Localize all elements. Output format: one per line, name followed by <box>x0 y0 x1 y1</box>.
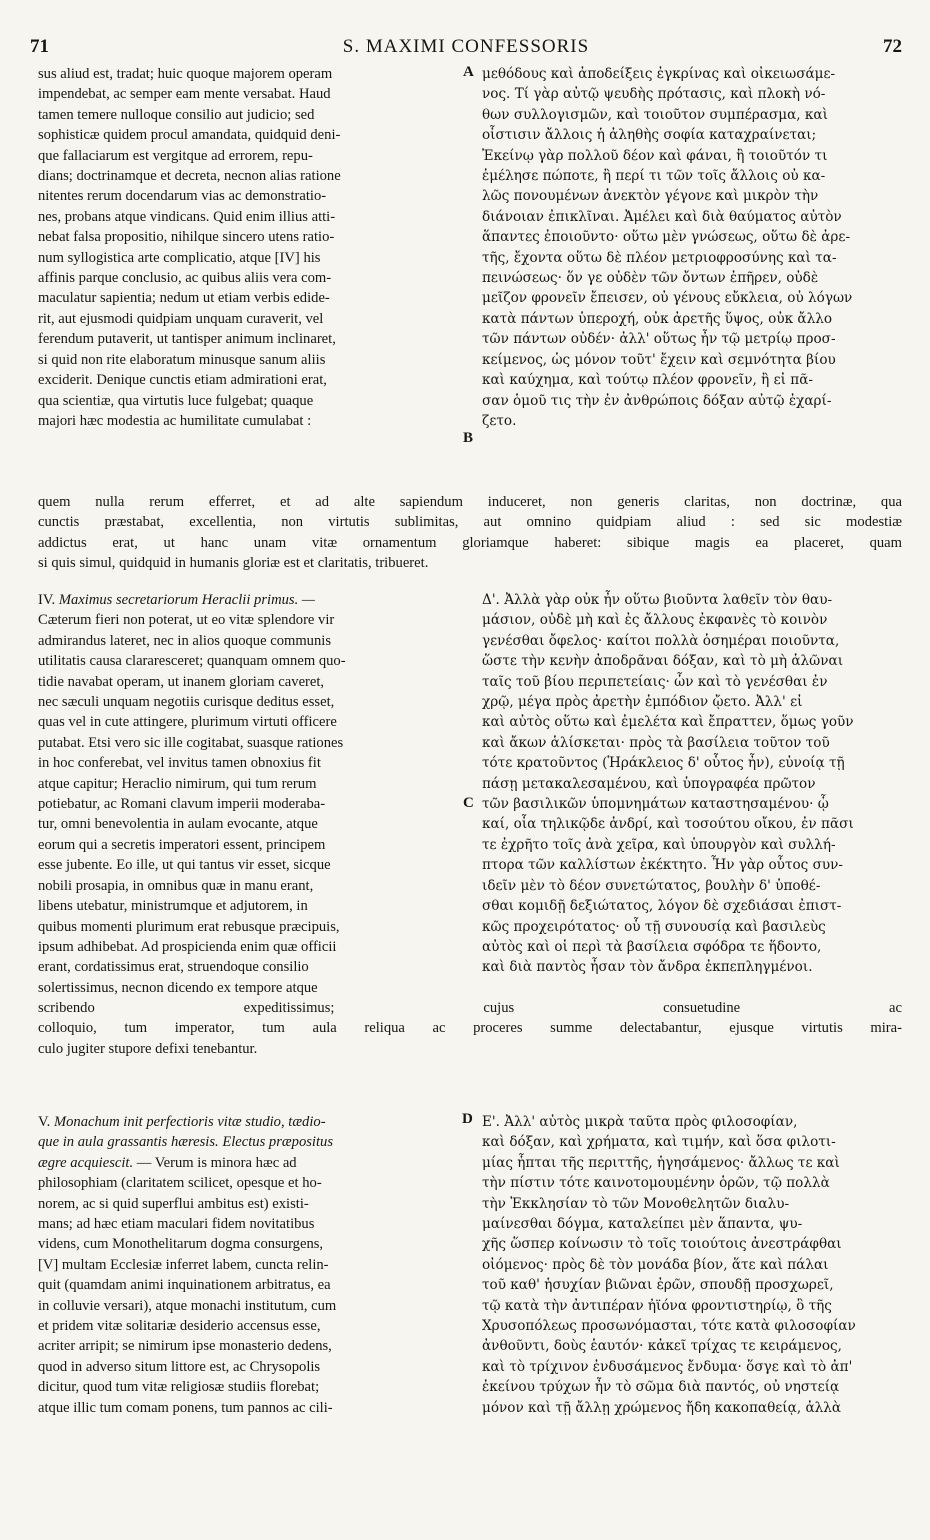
text-line: καὶ τὸ τρίχινον ἐνδυσάμενος ἔνδυμα· ὅσγε καὶ τὸ ἀπ' <box>482 1358 853 1375</box>
text-line: χρῷ, μέγα πρὸς ἀρετὴν ἐμπόδιον ᾤετο. Ἀλλ' εἰ <box>482 694 803 711</box>
text-line: et pridem vitæ solitariæ desiderio accensus esse, <box>38 1318 321 1335</box>
text-line <box>38 590 460 610</box>
text-line: τῆς, ἔχοντα οὕτω δὲ πλέον μετριοφροσύνης καὶ τα- <box>482 249 837 266</box>
text-line: τῶν πάντων οὐδέν· ἀλλ' οὕτως ἦν τῷ μετρίῳ προσ- <box>482 331 836 348</box>
text-line: τοῦ καθ' ἡσυχίαν βιῶναι ἐρῶν, σπουδῇ προσχωρεῖ, <box>482 1277 834 1294</box>
text-line: nobili prosapia, in omnibus quæ in manu erant, <box>38 877 314 894</box>
text-line <box>38 1112 460 1132</box>
text-line: τότε κρατοῦντος (Ἡράκλειος δ' οὗτος ἦν), εὐνοίᾳ τῇ <box>482 755 845 772</box>
text-line: norem, ac si quid superflui ambitus est) existi- <box>38 1195 309 1212</box>
greek-column-section-3 <box>482 1112 902 1418</box>
text-line: scribendo expeditissimus; cujus consuetudine ac <box>38 1000 902 1016</box>
full-width-text-section-2 <box>38 998 902 1059</box>
text-line: nebat falsa propositio, nihilque sincero utens ratio- <box>38 229 335 246</box>
text-line: dicitur, quod tum vitæ religiosæ studiis florebat; <box>38 1379 320 1396</box>
text-line: tidie navabat operam, ut inanem gloriam caveret, <box>38 673 325 690</box>
text-line: sus aliud est, tradat; huic quoque majorem operam <box>38 66 333 82</box>
text-line: κῶς προχειρότατος· οὗ τῇ συνουσίᾳ καὶ βασιλεὺς <box>482 918 826 935</box>
text-line: ζετο. <box>482 412 517 429</box>
text-line: in colluvie versari), atque monachi institutum, cum <box>38 1297 337 1314</box>
text-line: μεῖζον φρονεῖν ἔπεισεν, οὐ γένους εὔκλεια, οὐ λόγων <box>482 290 853 307</box>
text-line: ιδεῖν μὲν τὸ δέον συνετώτατος, βουλὴν δ' ὑποθέ- <box>482 877 821 894</box>
text-line: ἐκείνου τρύχων ἦν τὸ σῶμα διὰ παντός, οὐ νηστείᾳ <box>482 1379 840 1396</box>
section-rubric: ægre acquiescit. <box>38 1154 137 1171</box>
text-line: οἰόμενος· πρὸς δὲ τὸν μονάδα βίον, ἅτε καὶ πάλαι <box>482 1256 829 1273</box>
text-line: acriter arripit; se nimirum ipse monasterio dedens, <box>38 1338 332 1355</box>
text-line: Ε'. Ἀλλ' αὐτὸς μικρὰ ταῦτα πρὸς φιλοσοφίαν, <box>482 1114 798 1130</box>
running-title: S. MAXIMI CONFESSORIS <box>342 36 590 57</box>
text-line: σθαι κομιδῇ δεξιώτατος, λόγον δὲ σχεδιάσαι ἐπιστ- <box>482 898 842 915</box>
text-line: si quid non rite elaboratum minusque sanum aliis <box>38 351 326 368</box>
text-line: νος. Τί γὰρ αὐτῷ ψευδὴς πρότασις, καὶ πλοκὴ νό- <box>482 86 826 103</box>
text-line: affinis parque conclusio, ac quibus aliis vera com- <box>38 270 332 287</box>
text-line: quem nulla rerum efferret, et ad alte sapiendum induceret, non generis claritas, non doctrinæ, qua <box>38 494 902 510</box>
greek-column-section-1 <box>482 64 902 431</box>
text-line: τὴν Ἐκκλησίαν τὸ τῶν Μονοθελητῶν διαλυ- <box>482 1195 790 1212</box>
text-line: χῆς ὥσπερ κοίνωσιν τὸ τοῖς τοιούτοις ἀνεστράφθαι <box>482 1236 842 1253</box>
text-line: admirandus lateret, nec in alios quoque communis <box>38 632 332 649</box>
text-line: mans; ad hæc etiam maculari fidem novitatibus <box>38 1216 315 1233</box>
text-line: quod in adverso situm littore est, ac Chrysopolis <box>38 1358 321 1375</box>
latin-column-section-2 <box>38 590 460 998</box>
text-line: πεινώσεως· ὅν γε οὐδὲν τῶν ὄντων ἐπῆρεν, οὐδὲ <box>482 270 819 287</box>
text-line: potiebatur, ac Romani clavum imperii moderaba- <box>38 796 326 813</box>
page-header <box>30 36 902 62</box>
text-line: Δ'. Ἀλλὰ γὰρ οὐκ ἦν οὕτω βιοῦντα λαθεῖν τὸν θαυ- <box>482 592 833 608</box>
text-line: quas vel in cute attingere, plurimum virtuti officere <box>38 714 337 731</box>
text-line: addictus erat, ut hanc unam vitæ ornamentum gloriamque haberet: sibique magis ea placeret, quam <box>38 534 902 551</box>
text-line: nec sæculi unquam negotiis curisque deditus esset, <box>38 694 335 711</box>
text-line: πάσῃ μετακαλεσαμένου, καὶ ὑπογραφέα πρῶτον <box>482 775 816 792</box>
text-line: erant, cordatissimus erat, struendoque consilio <box>38 959 309 976</box>
text-line: maculatur sapientia; nedum ut etiam verbis edide- <box>38 290 330 307</box>
text-line: ταῖς τοῦ βίου περιπετείαις· ὧν καὶ τὸ γενέσθαι ἐν <box>482 673 828 690</box>
text-line: ὥστε τὴν κενὴν ἀποδρᾶναι δόξαν, καὶ τὸ μὴ ἁλῶναι <box>482 653 844 670</box>
text-line: putabat. Etsi vero sic ille cogitabat, suasque rationes <box>38 734 344 751</box>
text-line: nitentes rerum docendarum vias ac demonstratio- <box>38 188 327 205</box>
text-line: num syllogistica arte complicatio, atque [IV] his <box>38 249 321 266</box>
text-line: Cæterum fieri non poterat, ut eo vitæ splendore vir <box>38 612 335 629</box>
text-line: quibus momenti plurimum erat rebusque præcipuis, <box>38 918 340 935</box>
text-line: impendebat, ac semper eam mente versabat. Haud <box>38 86 331 103</box>
text-line: μεθόδους καὶ ἀποδείξεις ἐγκρίνας καὶ οἰκειωσάμε- <box>482 66 836 82</box>
text-line: μαίνεσθαι δόγμα, καταλείπει μὲν ἅπαντα, ψυ- <box>482 1216 803 1233</box>
text-line: σαν ὁμοῦ τις τὴν ἐν ἀνθρώποις δόξαν αὐτῷ ἐχαρί- <box>482 392 832 409</box>
margin-marker-b: B <box>463 430 474 446</box>
text-line: que in aula grassantis hæresis. Electus præpositus <box>38 1134 334 1151</box>
text-line: καὶ καύχημα, καὶ τούτῳ πλέον φρονεῖν, ἢ εἰ πᾶ- <box>482 372 813 389</box>
text-line: λῶς πονουμένων ἀνεκτὸν γέγονε καὶ μικρὸν τὴν <box>482 188 819 205</box>
text-line: qua scientiæ, qua virtutis luce fulgebat; quaque <box>38 392 314 409</box>
text-line: καὶ διὰ παντὸς ἦσαν τὸν ἄνδρα ἐκπεπληγμένοι. <box>482 959 813 976</box>
text-run: — Verum is minora hæc ad <box>136 1154 297 1171</box>
text-line: μίας ἧπται τῆς περιττῆς, ἡγησάμενος· ἄλλως τε καὶ <box>482 1154 840 1171</box>
text-line: solertissimus, necnon dicendo ex tempore atque <box>38 979 318 996</box>
text-line: [V] multam Ecclesiæ inferret labem, cuncta relin- <box>38 1256 329 1273</box>
text-line: si quis simul, quidquid in humanis gloriæ est et claritatis, tribueret. <box>38 555 429 572</box>
text-line: μόνον καὶ τῇ ἄλλῃ χρώμενος ἤδη κακοπαθείᾳ, ἀλλὰ <box>482 1399 842 1416</box>
text-line: τῷ κατὰ τὴν ἀντιπέραν ἠϊόνα φροντιστηρίῳ, ὃ τῆς <box>482 1297 832 1314</box>
text-line: in hoc conferebat, vel invitus tamen obnoxius fit <box>38 755 321 772</box>
text-line: κείμενος, ὡς μόνον τοῦτ' ἔχειν καὶ σεμνότητα βίου <box>482 351 836 368</box>
text-line: videns, cum Monothelitarum dogma consurgens, <box>38 1236 324 1253</box>
latin-column-section-3 <box>38 1112 460 1418</box>
margin-marker-d: D <box>462 1111 473 1127</box>
text-line: αὐτὸς καὶ οἱ περὶ τὰ βασίλεια σφόδρα τε ἥδοντο, <box>482 938 822 955</box>
text-line: ipsum adhibebat. Ad prospicienda enim quæ officii <box>38 938 337 955</box>
text-line: οἷστισιν ἄλλοις ἡ ἀληθὴς σοφία καταχραίνεται; <box>482 127 817 144</box>
left-page-number: 71 <box>30 36 49 57</box>
text-line: μάσιον, οὐδὲ μὴ καὶ ἐς ἄλλους ἐκφανὲς τὸ κοινὸν <box>482 612 828 629</box>
text-line: cunctis præstabat, excellentia, non virtutis sublimitas, aut omnino quidpiam aliud : sed sic modestiæ <box>38 514 902 531</box>
text-line: ἅπαντες ἐποιοῦντο· οὕτω μὲν γνώσεως, οὕτω δὲ ἀρε- <box>482 229 851 246</box>
right-page-number: 72 <box>883 36 902 57</box>
text-line: atque capitur; Heraclio nimirum, qui tum rerum <box>38 775 317 792</box>
text-line: tamen temere nulloque consilio aut judicio; sed <box>38 106 315 123</box>
text-line: utilitatis causa clararesceret; quanquam omnem quo- <box>38 653 346 670</box>
text-line: philosophiam (claritatem scilicet, opesque et ho- <box>38 1175 322 1192</box>
margin-marker-c: C <box>463 795 474 811</box>
text-line: πτορα τῶν καλλίστων ἐκέκτητο. Ἦν γὰρ οὗτος συν- <box>482 857 843 874</box>
latin-column-section-1 <box>38 64 460 431</box>
text-line: θων συλλογισμῶν, καὶ τοιοῦτον συμπέρασμα, καὶ <box>482 106 828 123</box>
section-number: IV. <box>38 592 59 608</box>
text-line: que fallaciarum est vergitque ad errorem, repu- <box>38 147 313 164</box>
text-line: Ἐκείνῳ γὰρ πολλοῦ δέον καὶ φάναι, ἢ τοιοῦτόν τι <box>482 147 828 164</box>
greek-column-section-2 <box>482 590 902 978</box>
text-line: rit, aut ejusmodi quidpiam unquam curaverit, vel <box>38 310 324 327</box>
text-line: sophisticæ quidem procul amandata, quidquid deni- <box>38 127 341 144</box>
full-width-text-section-1 <box>38 492 902 574</box>
text-line: nes, probans atque vindicans. Quid enim illius atti- <box>38 208 336 225</box>
text-line: culo jugiter stupore defixi tenebantur. <box>38 1040 258 1057</box>
text-line: dians; doctrinamque et decreta, necnon alias ratione <box>38 168 341 185</box>
section-rubric: Maximus secretariorum Heraclii primus. — <box>58 592 315 608</box>
text-line: τῶν βασιλικῶν ὑπομνημάτων καταστησαμένου· ᾧ <box>482 796 829 813</box>
text-line: καὶ ἄκων ἁλίσκεται· πρὸς τὰ βασίλεια τοῦτον τοῦ <box>482 734 830 751</box>
text-line: κατὰ πάντων ὑπεροχή, οὐκ ἀρετῆς ὕψος, οὐκ ἄλλο <box>482 310 833 327</box>
text-line: ferendum putaverit, ut tantisper animum inclinaret, <box>38 331 336 348</box>
text-line: libens utebatur, ministrumque et adjutorem, in <box>38 898 308 915</box>
text-line: majori hæc modestia ac humilitate cumulabat : <box>38 412 312 429</box>
text-line: quit (quamdam animi inquinationem arbitratus, ea <box>38 1277 331 1294</box>
text-line: Χρυσοπόλεως προσωνόμασται, τότε κατὰ φιλοσοφίαν <box>482 1318 856 1335</box>
text-line: τὴν πίστιν τότε καινοτομουμένην ὁρῶν, τῷ πολλὰ <box>482 1175 830 1192</box>
text-line: eorum qui a secretis imperatori essent, principem <box>38 836 326 853</box>
text-line <box>38 1153 460 1173</box>
text-line: atque illic tum comam ponens, tum pannos ac cili- <box>38 1399 333 1416</box>
text-line: esse jubente. Eo ille, ut qui tantus vir esset, sicque <box>38 857 331 874</box>
margin-marker-a: A <box>463 64 474 80</box>
text-line: διάνοιαν ἐπικλῖναι. Ἀμέλει καὶ διὰ θαύματος αὐτὸν <box>482 208 842 225</box>
text-line: ἀνθοῦντι, δοὺς ἑαυτόν· κἀκεῖ τρίχας τε κειράμενος, <box>482 1338 842 1355</box>
text-line: tur, omni benevolentia in aulam evocante, atque <box>38 816 318 833</box>
section-number: V. <box>38 1114 54 1130</box>
text-line: ἐμέλησε πώποτε, ἢ περί τι τῶν τοῖς ἄλλοις οὐ κα- <box>482 168 826 185</box>
section-rubric: Monachum init perfectioris vitæ studio, tædio- <box>53 1114 326 1130</box>
text-line: colloquio, tum imperator, tum aula reliqua ac proceres summe delectabantur, ejusque virtutis mira- <box>38 1020 902 1037</box>
text-line: γενέσθαι ὄφελος· καίτοι πολλὰ ὁσημέραι ποιοῦντα, <box>482 632 840 649</box>
text-line: τε ἐχρῆτο τοῖς ἀνὰ χεῖρα, καὶ ὑπουργὸν καὶ συλλή- <box>482 836 836 853</box>
text-line: καί, οἷα τηλικῷδε ἀνδρί, καὶ τοσούτου οἴκου, ἐν πᾶσι <box>482 816 854 833</box>
text-line: exciderit. Denique cunctis etiam admirationi erat, <box>38 372 327 389</box>
text-line: καὶ δόξαν, καὶ χρήματα, καὶ τιμήν, καὶ ὅσα φιλοτι- <box>482 1134 836 1151</box>
text-line: καὶ αὐτὸς οὕτω καὶ ἐμελέτα καὶ ἔπραττεν, ὅμως γοῦν <box>482 714 854 731</box>
